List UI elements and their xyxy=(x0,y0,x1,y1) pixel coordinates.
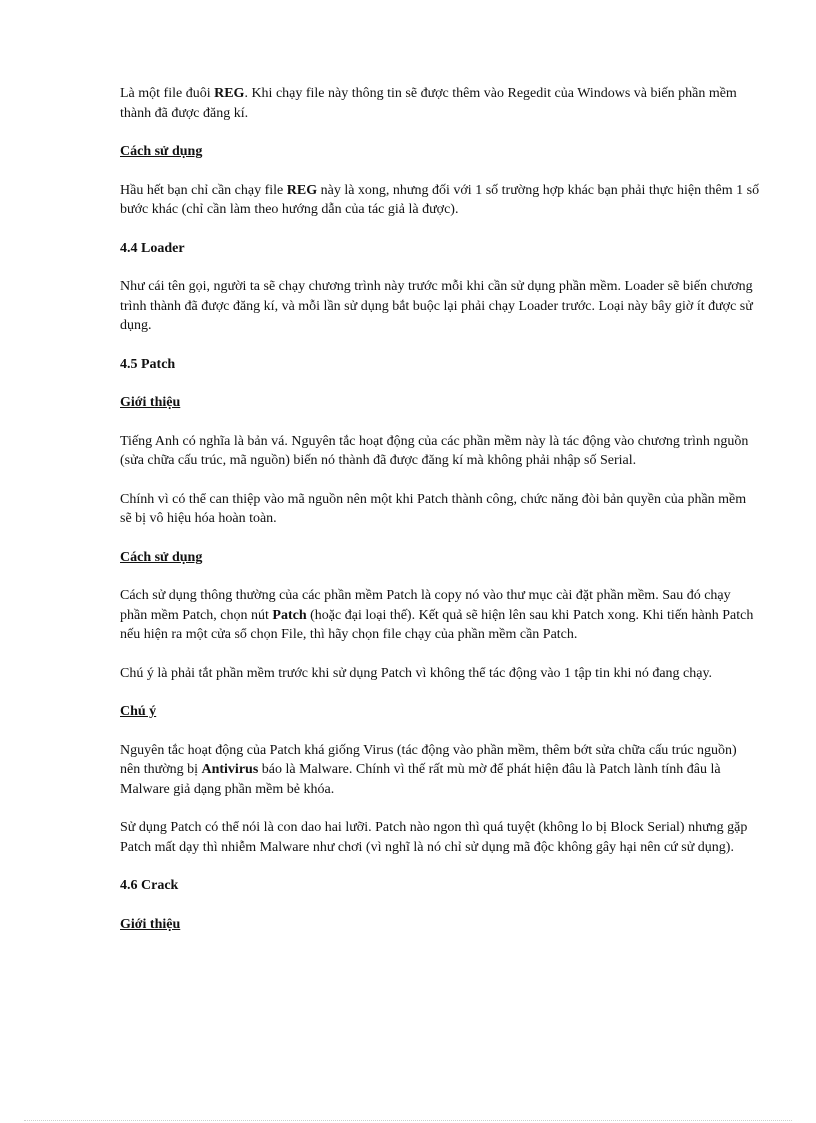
text-run: báo là Malware. Chính vì thế rất mù mờ để phát hiện đâu là Patch lành tính đâu là Malware giả dạng phần mềm bẻ khóa. xyxy=(120,762,721,797)
heading-patch-intro: Giới thiệu xyxy=(120,395,181,410)
bold-term: REG xyxy=(214,86,245,101)
text-run: . Khi chạy file này thông tin sẽ được thêm vào Regedit của Windows và biến phần mềm thành đã được đăng kí. xyxy=(120,86,737,121)
text-run: (hoặc đại loại thế). Kết quả sẽ hiện lên sau khi Patch xong. Khi tiến hành Patch nếu hiện ra một cửa sổ chọn File, thì hãy chọn file chạy của phần mềm cần Patch. xyxy=(120,607,754,642)
text-run: Hầu hết bạn chỉ cần chạy file xyxy=(120,182,287,198)
heading-patch: 4.5 Patch xyxy=(120,356,176,372)
paragraph-patch-malware xyxy=(120,741,760,800)
heading-crack: 4.6 Crack xyxy=(120,878,179,893)
paragraph-patch-usage xyxy=(120,586,760,645)
paragraph-patch-note: Chú ý là phải tắt phần mềm trước khi sử dụng Patch vì không thể tác động vào 1 tập tin khi nó đang chạy. xyxy=(120,665,713,681)
paragraph-patch-intro: Tiếng Anh có nghĩa là bản vá. Nguyên tắc hoạt động của các phần mềm này là tác động vào chương trình nguồn (sửa chữa cấu trúc, mã nguồn) biến nó thành đã được đăng kí mà không phải nhập số Serial. xyxy=(120,433,749,468)
paragraph-patch-effect: Chính vì có thể can thiệp vào mã nguồn nên một khi Patch thành công, chức năng đòi bản quyền của phần mềm sẽ bị vô hiệu hóa hoàn toàn. xyxy=(120,491,747,526)
heading-usage: Cách sử dụng xyxy=(120,144,203,159)
paragraph-loader: Như cái tên gọi, người ta sẽ chạy chương trình này trước mỗi khi cần sử dụng phần mềm. Loader sẽ biến chương trình thành đã được đăng kí, và mỗi lần sử dụng bắt buộc lại phải chạy Loader trước. Loại này bây giờ ít được sử dụng. xyxy=(120,279,753,333)
text-run: Cách sử dụng thông thường của các phần mềm Patch là copy nó vào thư mục cài đặt phần mềm. Sau đó chạy phần mềm Patch, chọn nút xyxy=(120,588,731,623)
paragraph-reg-usage xyxy=(120,181,760,220)
document-body xyxy=(120,84,760,953)
bold-term: Patch xyxy=(272,607,307,623)
paragraph-patch-risk: Sử dụng Patch có thể nói là con dao hai lưỡi. Patch nào ngon thì quá tuyệt (không lo bị Block Serial) nhưng gặp Patch mất dạy thì nhiễm Malware như chơi (vì nghĩ là nó chỉ sử dụng mã độc không gây hại nên cứ sử dụng). xyxy=(120,820,748,855)
text-run: này là xong, nhưng đối với 1 số trường hợp khác bạn phải thực hiện thêm 1 số bước khác (chỉ cần làm theo hướng dẫn của tác giả là được). xyxy=(120,182,760,217)
page-bottom-divider xyxy=(24,1120,792,1121)
heading-crack-intro: Giới thiệu xyxy=(120,916,181,932)
bold-term: REG xyxy=(286,182,318,198)
heading-attention: Chú ý xyxy=(120,704,157,719)
text-run: Là một file đuôi xyxy=(120,86,215,101)
paragraph-reg-intro xyxy=(120,84,760,123)
heading-patch-usage: Cách sử dụng xyxy=(120,549,203,565)
bold-term: Antivirus xyxy=(201,762,259,777)
text-run: Nguyên tắc hoạt động của Patch khá giống Virus (tác động vào phần mềm, thêm bớt sửa chữa cấu trúc nguồn) nên thường bị xyxy=(120,742,737,777)
heading-loader: 4.4 Loader xyxy=(120,240,185,256)
